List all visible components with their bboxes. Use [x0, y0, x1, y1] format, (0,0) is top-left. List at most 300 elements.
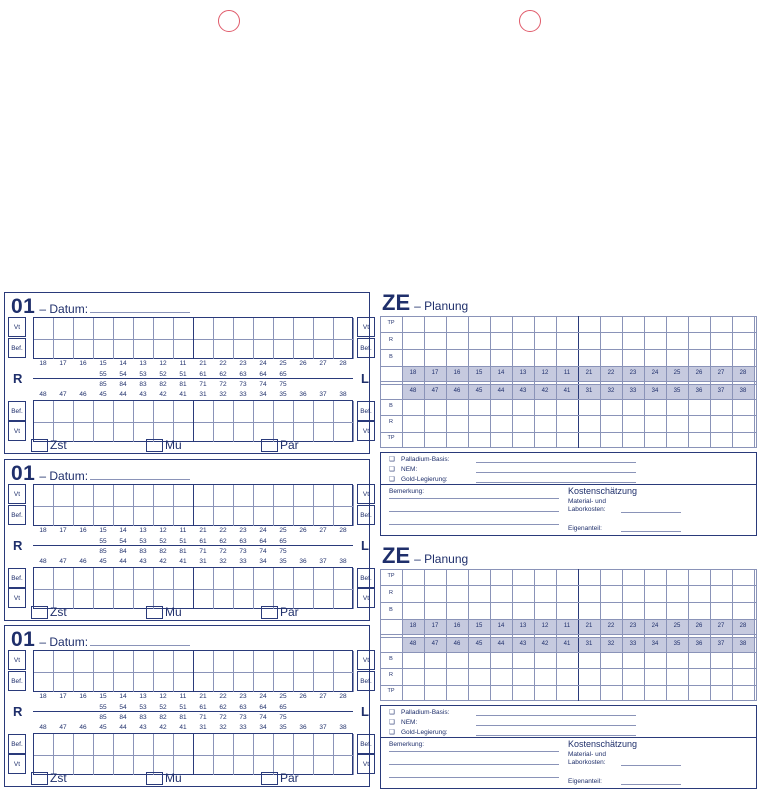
tooth-cell[interactable] — [94, 568, 114, 589]
tooth-cell[interactable] — [74, 401, 94, 422]
tooth-cell[interactable] — [294, 734, 314, 755]
tooth-number: 61 — [199, 538, 207, 545]
tooth-cell[interactable] — [174, 401, 194, 422]
tooth-cell[interactable] — [54, 651, 74, 672]
tooth-cell[interactable] — [294, 506, 314, 526]
tooth-cell[interactable] — [54, 672, 74, 692]
tooth-cell[interactable] — [94, 672, 114, 692]
tooth-cell[interactable] — [174, 339, 194, 359]
tooth-cell[interactable] — [214, 485, 234, 506]
checkbox-box[interactable] — [261, 772, 278, 785]
tooth-cell[interactable] — [314, 755, 334, 775]
tooth-cell[interactable] — [294, 651, 314, 672]
laborkosten-field[interactable] — [621, 765, 681, 766]
tooth-cell[interactable] — [274, 506, 294, 526]
tooth-cell[interactable] — [34, 651, 54, 672]
tooth-number: 26 — [299, 527, 307, 534]
tooth-cell[interactable] — [154, 485, 174, 506]
tooth-cell[interactable] — [214, 755, 234, 775]
tooth-number: 32 — [219, 724, 227, 731]
tooth-cell[interactable] — [314, 422, 334, 442]
tooth-number: 85 — [99, 548, 107, 555]
tooth-cell[interactable] — [114, 422, 134, 442]
tooth-cell[interactable] — [194, 506, 214, 526]
tooth-cell[interactable] — [274, 651, 294, 672]
tooth-cell[interactable] — [174, 734, 194, 755]
tooth-cell[interactable] — [34, 568, 54, 589]
material-field[interactable] — [476, 725, 636, 726]
tooth-cell[interactable] — [234, 318, 254, 339]
tooth-cell[interactable] — [74, 755, 94, 775]
tooth-number: 17 — [59, 693, 67, 700]
grid-row — [34, 318, 354, 340]
tooth-cell[interactable] — [134, 318, 154, 339]
material-label: Palladium-Basis: — [401, 456, 450, 463]
tooth-cell[interactable] — [214, 339, 234, 359]
grid-row — [34, 755, 354, 775]
tooth-number: 22 — [219, 360, 227, 367]
tooth-cell[interactable] — [154, 651, 174, 672]
tooth-cell[interactable] — [334, 568, 354, 589]
eigenanteil-label: Eigenanteil: — [568, 525, 602, 532]
tooth-cell[interactable] — [274, 318, 294, 339]
tooth-cell[interactable] — [274, 401, 294, 422]
tooth-cell[interactable] — [314, 339, 334, 359]
tooth-cell[interactable] — [174, 651, 194, 672]
tooth-cell[interactable] — [94, 401, 114, 422]
tooth-cell[interactable] — [334, 651, 354, 672]
ze-tooth-number: 18 — [409, 623, 417, 629]
tooth-number: 35 — [279, 391, 287, 398]
material-field[interactable] — [476, 735, 636, 736]
side-label-left: Vt — [8, 317, 26, 337]
tooth-number: 41 — [179, 558, 187, 565]
tooth-number: 11 — [179, 693, 187, 700]
ze-tooth-number: 36 — [695, 388, 703, 394]
tooth-cell[interactable] — [34, 485, 54, 506]
option-checkbox[interactable] — [31, 438, 67, 452]
tooth-cell[interactable] — [314, 568, 334, 589]
tooth-cell[interactable] — [214, 734, 234, 755]
tooth-number: 18 — [39, 360, 47, 367]
grid-hline — [380, 381, 757, 382]
bemerkung-line[interactable] — [389, 751, 559, 752]
tooth-cell[interactable] — [154, 734, 174, 755]
tooth-number: 12 — [159, 360, 167, 367]
ze-tooth-number: 32 — [607, 388, 615, 394]
option-checkbox[interactable] — [261, 605, 299, 619]
tooth-cell[interactable] — [214, 318, 234, 339]
grid-vline — [622, 316, 623, 448]
tooth-cell[interactable] — [194, 401, 214, 422]
tooth-number: 65 — [279, 538, 287, 545]
tooth-cell[interactable] — [34, 506, 54, 526]
grid-row — [34, 734, 354, 756]
tooth-cell[interactable] — [334, 318, 354, 339]
tooth-cell[interactable] — [194, 589, 214, 609]
tooth-cell[interactable] — [134, 734, 154, 755]
tooth-cell[interactable] — [74, 485, 94, 506]
tooth-cell[interactable] — [154, 568, 174, 589]
option-checkbox[interactable] — [146, 605, 182, 619]
tooth-number: 24 — [259, 360, 267, 367]
tooth-cell[interactable] — [114, 672, 134, 692]
card-number: 01 — [11, 462, 36, 485]
tooth-cell[interactable] — [74, 506, 94, 526]
tooth-cell[interactable] — [254, 734, 274, 755]
tooth-cell[interactable] — [74, 734, 94, 755]
tooth-cell[interactable] — [214, 672, 234, 692]
tooth-cell[interactable] — [94, 589, 114, 609]
side-label-right: Bef. — [357, 568, 375, 588]
tooth-cell[interactable] — [334, 506, 354, 526]
tooth-cell[interactable] — [234, 568, 254, 589]
tooth-cell[interactable] — [334, 734, 354, 755]
tooth-cell[interactable] — [74, 339, 94, 359]
tooth-cell[interactable] — [194, 651, 214, 672]
tooth-cell[interactable] — [234, 755, 254, 775]
tooth-cell[interactable] — [234, 339, 254, 359]
tooth-cell[interactable] — [274, 568, 294, 589]
tooth-cell[interactable] — [274, 339, 294, 359]
tooth-cell[interactable] — [94, 339, 114, 359]
datum-field[interactable] — [90, 635, 190, 646]
tooth-cell[interactable] — [154, 318, 174, 339]
ze-tooth-grid — [380, 569, 757, 701]
tooth-cell[interactable] — [114, 755, 134, 775]
tooth-cell[interactable] — [174, 506, 194, 526]
tooth-cell[interactable] — [54, 318, 74, 339]
tooth-cell[interactable] — [254, 651, 274, 672]
tooth-cell[interactable] — [294, 318, 314, 339]
tooth-cell[interactable] — [294, 485, 314, 506]
bemerkung-line[interactable] — [389, 524, 559, 525]
tooth-cell[interactable] — [314, 318, 334, 339]
option-checkbox[interactable] — [146, 438, 182, 452]
tooth-cell[interactable] — [294, 672, 314, 692]
grid-row — [34, 568, 354, 590]
bemerkung-line[interactable] — [389, 764, 559, 765]
datum-field[interactable] — [90, 302, 190, 313]
tooth-number: 17 — [59, 527, 67, 534]
tooth-cell[interactable] — [214, 568, 234, 589]
material-field[interactable] — [476, 715, 636, 716]
datum-field[interactable] — [90, 469, 190, 480]
tooth-cell[interactable] — [114, 506, 134, 526]
ze-tooth-number: 33 — [629, 388, 637, 394]
tooth-cell[interactable] — [114, 589, 134, 609]
tooth-cell[interactable] — [194, 672, 214, 692]
tooth-cell[interactable] — [334, 755, 354, 775]
tooth-cell[interactable] — [134, 485, 154, 506]
tooth-cell[interactable] — [114, 339, 134, 359]
checkbox-box[interactable] — [31, 606, 48, 619]
tooth-cell[interactable] — [194, 422, 214, 442]
card-number: 01 — [11, 628, 36, 651]
option-checkbox[interactable] — [31, 771, 67, 785]
tooth-cell[interactable] — [154, 506, 174, 526]
left-side-label: L — [361, 704, 369, 719]
tooth-number: 61 — [199, 704, 207, 711]
tooth-cell[interactable] — [114, 485, 134, 506]
tooth-cell[interactable] — [134, 672, 154, 692]
tooth-cell[interactable] — [194, 568, 214, 589]
tooth-cell[interactable] — [274, 485, 294, 506]
tooth-cell[interactable] — [134, 506, 154, 526]
tooth-cell[interactable] — [214, 506, 234, 526]
tooth-cell[interactable] — [234, 651, 254, 672]
tooth-cell[interactable] — [194, 485, 214, 506]
checkbox-box[interactable] — [31, 439, 48, 452]
option-checkbox[interactable] — [261, 771, 299, 785]
material-checkbox[interactable]: ❑ — [389, 719, 395, 726]
tooth-cell[interactable] — [254, 401, 274, 422]
tooth-cell[interactable] — [94, 734, 114, 755]
side-label-right: Bef. — [357, 505, 375, 525]
bemerkung-line[interactable] — [389, 777, 559, 778]
tooth-cell[interactable] — [174, 485, 194, 506]
tooth-cell[interactable] — [294, 401, 314, 422]
tooth-cell[interactable] — [334, 422, 354, 442]
material-field[interactable] — [476, 472, 636, 473]
grid-vline — [424, 316, 425, 448]
tooth-cell[interactable] — [234, 672, 254, 692]
tooth-cell[interactable] — [154, 672, 174, 692]
tooth-cell[interactable] — [314, 734, 334, 755]
tooth-cell[interactable] — [314, 651, 334, 672]
tooth-cell[interactable] — [234, 734, 254, 755]
laborkosten-field[interactable] — [621, 512, 681, 513]
checkbox-box[interactable] — [31, 772, 48, 785]
tooth-cell[interactable] — [254, 339, 274, 359]
tooth-cell[interactable] — [194, 339, 214, 359]
tooth-cell[interactable] — [154, 339, 174, 359]
tooth-number: 43 — [139, 391, 147, 398]
grid-vline — [534, 569, 535, 701]
tooth-cell[interactable] — [114, 401, 134, 422]
tooth-cell[interactable] — [74, 651, 94, 672]
tooth-cell[interactable] — [54, 339, 74, 359]
eigenanteil-field[interactable] — [621, 784, 681, 785]
tooth-cell[interactable] — [334, 401, 354, 422]
tooth-number: 28 — [339, 527, 347, 534]
ze-tooth-number: 36 — [695, 641, 703, 647]
tooth-cell[interactable] — [254, 672, 274, 692]
tooth-cell[interactable] — [74, 568, 94, 589]
tooth-number: 35 — [279, 558, 287, 565]
ze-title — [382, 543, 468, 569]
checkbox-box[interactable] — [146, 439, 163, 452]
material-checkbox[interactable]: ❑ — [389, 456, 395, 463]
tooth-number: 32 — [219, 391, 227, 398]
tooth-cell[interactable] — [114, 734, 134, 755]
tooth-cell[interactable] — [134, 401, 154, 422]
side-label-right: Vt — [357, 754, 375, 774]
tooth-cell[interactable] — [234, 506, 254, 526]
tooth-cell[interactable] — [274, 734, 294, 755]
tooth-cell[interactable] — [54, 568, 74, 589]
material-field[interactable] — [476, 482, 636, 483]
tooth-cell[interactable] — [194, 734, 214, 755]
tooth-cell[interactable] — [54, 401, 74, 422]
tooth-cell[interactable] — [254, 485, 274, 506]
tooth-cell[interactable] — [74, 672, 94, 692]
tooth-number: 22 — [219, 693, 227, 700]
tooth-cell[interactable] — [134, 651, 154, 672]
ze-cost-box — [380, 452, 757, 536]
tooth-cell[interactable] — [334, 672, 354, 692]
tooth-cell[interactable] — [294, 568, 314, 589]
tooth-cell[interactable] — [34, 734, 54, 755]
tooth-cell[interactable] — [94, 485, 114, 506]
grid-row — [34, 422, 354, 442]
side-label-left: Vt — [8, 484, 26, 504]
tooth-cell[interactable] — [54, 485, 74, 506]
tooth-cell[interactable] — [34, 339, 54, 359]
tooth-number: 44 — [119, 724, 127, 731]
tooth-number: 22 — [219, 527, 227, 534]
tooth-cell[interactable] — [174, 672, 194, 692]
grid-vline — [710, 316, 711, 448]
tooth-cell[interactable] — [154, 401, 174, 422]
upper-tooth-grid — [33, 317, 353, 359]
tooth-cell[interactable] — [74, 589, 94, 609]
bemerkung-line[interactable] — [389, 511, 559, 512]
tooth-cell[interactable] — [34, 672, 54, 692]
tooth-number: 83 — [139, 548, 147, 555]
ze-row-label: B — [389, 607, 393, 613]
tooth-cell[interactable] — [94, 506, 114, 526]
tooth-cell[interactable] — [254, 318, 274, 339]
grid-hline — [380, 399, 757, 400]
tooth-cell[interactable] — [334, 339, 354, 359]
bemerkung-line[interactable] — [389, 498, 559, 499]
tooth-number: 31 — [199, 558, 207, 565]
tooth-cell[interactable] — [214, 422, 234, 442]
tooth-number: 13 — [139, 360, 147, 367]
checkbox-box[interactable] — [261, 439, 278, 452]
tooth-number: 34 — [259, 724, 267, 731]
material-checkbox[interactable]: ❑ — [389, 709, 395, 716]
grid-vline — [424, 569, 425, 701]
grid-vline — [512, 316, 513, 448]
tooth-cell[interactable] — [214, 589, 234, 609]
tooth-number: 18 — [39, 527, 47, 534]
material-label: Gold-Legierung: — [401, 476, 448, 483]
tooth-cell[interactable] — [114, 318, 134, 339]
option-checkbox[interactable] — [31, 605, 67, 619]
tooth-number: 33 — [239, 724, 247, 731]
tooth-cell[interactable] — [34, 318, 54, 339]
tooth-cell[interactable] — [114, 651, 134, 672]
tooth-cell[interactable] — [54, 506, 74, 526]
tooth-cell[interactable] — [254, 506, 274, 526]
tooth-cell[interactable] — [54, 734, 74, 755]
tooth-cell[interactable] — [194, 318, 214, 339]
tooth-cell[interactable] — [334, 589, 354, 609]
material-checkbox[interactable]: ❑ — [389, 466, 395, 473]
tooth-cell[interactable] — [254, 568, 274, 589]
material-checkbox[interactable]: ❑ — [389, 729, 395, 736]
grid-row — [34, 651, 354, 673]
tooth-cell[interactable] — [314, 485, 334, 506]
grid-hline — [380, 602, 757, 603]
grid-vline — [556, 569, 557, 701]
material-checkbox[interactable]: ❑ — [389, 476, 395, 483]
tooth-cell[interactable] — [134, 339, 154, 359]
tooth-number: 84 — [119, 548, 127, 555]
ze-tooth-number: 13 — [519, 370, 527, 376]
tooth-cell[interactable] — [234, 401, 254, 422]
checkbox-box[interactable] — [261, 606, 278, 619]
eigenanteil-field[interactable] — [621, 531, 681, 532]
tooth-number: 38 — [339, 558, 347, 565]
tooth-cell[interactable] — [234, 589, 254, 609]
grid-vline — [688, 316, 689, 448]
tooth-cell[interactable] — [234, 485, 254, 506]
side-label-left: Bef. — [8, 401, 26, 421]
tooth-number: 31 — [199, 724, 207, 731]
tooth-cell[interactable] — [174, 318, 194, 339]
tooth-cell[interactable] — [294, 339, 314, 359]
tooth-cell[interactable] — [134, 568, 154, 589]
tooth-cell[interactable] — [94, 755, 114, 775]
tooth-cell[interactable] — [74, 422, 94, 442]
side-label-right: Bef. — [357, 671, 375, 691]
tooth-cell[interactable] — [274, 672, 294, 692]
ze-row-label: R — [389, 337, 393, 343]
tooth-cell[interactable] — [314, 401, 334, 422]
grid-hline — [380, 332, 757, 333]
tooth-cell[interactable] — [34, 401, 54, 422]
tooth-cell[interactable] — [114, 568, 134, 589]
ze-row-label: B — [389, 656, 393, 662]
tooth-cell[interactable] — [214, 651, 234, 672]
tooth-cell[interactable] — [94, 422, 114, 442]
option-label: Mu — [165, 771, 182, 785]
ze-row-label: B — [389, 403, 393, 409]
record-card — [4, 292, 370, 454]
option-checkbox[interactable] — [146, 771, 182, 785]
tooth-cell[interactable] — [314, 506, 334, 526]
tooth-cell[interactable] — [94, 318, 114, 339]
tooth-cell[interactable] — [314, 589, 334, 609]
tooth-number: 52 — [159, 704, 167, 711]
tooth-cell[interactable] — [194, 755, 214, 775]
tooth-cell[interactable] — [214, 401, 234, 422]
checkbox-box[interactable] — [146, 606, 163, 619]
grid-vline — [710, 569, 711, 701]
ze-tooth-number: 25 — [673, 623, 681, 629]
tooth-number: 28 — [339, 693, 347, 700]
ze-subtitle: – Planung — [414, 299, 469, 313]
ze-tooth-number: 47 — [431, 388, 439, 394]
tooth-cell[interactable] — [314, 672, 334, 692]
option-checkbox[interactable] — [261, 438, 299, 452]
tooth-number: 73 — [239, 548, 247, 555]
tooth-cell[interactable] — [94, 651, 114, 672]
tooth-cell[interactable] — [234, 422, 254, 442]
tooth-cell[interactable] — [74, 318, 94, 339]
tooth-number: 23 — [239, 360, 247, 367]
tooth-cell[interactable] — [174, 568, 194, 589]
grid-vline — [402, 569, 403, 701]
material-field[interactable] — [476, 462, 636, 463]
tooth-number: 63 — [239, 704, 247, 711]
checkbox-box[interactable] — [146, 772, 163, 785]
tooth-cell[interactable] — [334, 485, 354, 506]
tooth-number: 84 — [119, 381, 127, 388]
